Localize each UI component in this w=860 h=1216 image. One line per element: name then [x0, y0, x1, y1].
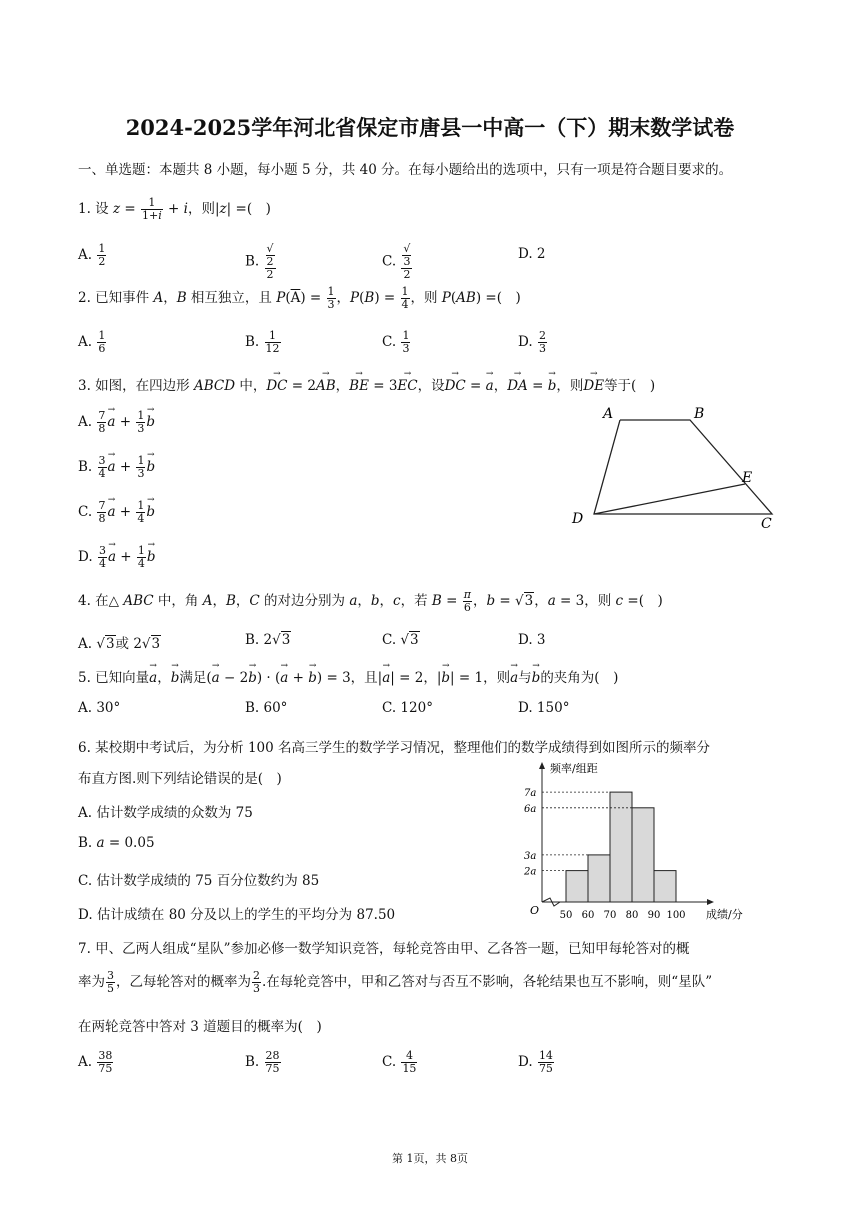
q1-option-d: D. 2	[518, 246, 546, 262]
x-axis-label: 成绩/分	[706, 908, 743, 921]
x-tick-label: 50	[559, 910, 573, 921]
q5-option-a: A. 30°	[78, 700, 121, 716]
question-4: 4. 在△ ABC 中，角 A，B，C 的对边分别为 a，b，c，若 B = $\frac{\pi}{6}$ ，b = √3，a = 3，则 c =( )	[78, 588, 663, 614]
question-6-line2: 布直方图.则下列结论错误的是( )	[78, 771, 282, 787]
origin-label: O	[530, 904, 540, 917]
x-tick-label: 90	[647, 910, 661, 921]
y-tick-label: 2a	[524, 866, 537, 878]
y-tick-label: 6a	[524, 803, 537, 815]
q2-option-a: A. $\frac{1}{6}$	[78, 329, 106, 355]
question-6-line1: 6. 某校期中考试后，为分析 100 名高三学生的数学学习情况，整理他们的数学成绩得到如图所示的频率分	[78, 740, 711, 756]
figure-label-b: B	[694, 406, 705, 422]
q5-option-b: B. 60°	[245, 700, 288, 716]
question-7-line1: 7. 甲、乙两人组成“星队”参加必修一数学知识竞答，每轮竞答由甲、乙各答一题，已知甲每轮答对的概	[78, 941, 690, 957]
q3-option-a: A. $\frac{7}{8}$ → a + $\frac{1}{3}$ → b	[78, 410, 155, 435]
q2-option-c: C. $\frac{1}{3}$	[382, 329, 410, 355]
q6-option-a: A. 估计数学成绩的众数为 75	[78, 805, 253, 821]
x-tick-label: 80	[625, 910, 639, 921]
q3-option-d: D. $\frac{3}{4}$ → a + $\frac{1}{4}$ → b	[78, 545, 156, 570]
frequency-histogram	[520, 758, 760, 928]
q7-option-b: B. $\frac{28}{75}$	[245, 1049, 280, 1075]
y-tick-label: 3a	[524, 850, 537, 862]
q1-option-b: B. √ 2 2	[245, 242, 274, 281]
figure-label-a: A	[603, 406, 614, 422]
histogram-bar	[632, 808, 654, 902]
q2-option-d: D. $\frac{2}{3}$	[518, 329, 546, 355]
figure-label-c: C	[761, 516, 772, 532]
q3-option-b: B. $\frac{3}{4}$ → a + $\frac{1}{3}$ → b	[78, 455, 155, 480]
histogram-bar	[566, 871, 588, 902]
q7-option-d: D. $\frac{14}{75}$	[518, 1049, 553, 1075]
question-5: 5. 已知向量→ a，→ b满足(→ a − 2→ b) · (→ a + → b) = 3，且|→ a| = 2，|→ b| = 1，则→ a与→ b的夹角为( )	[78, 666, 618, 686]
figure-label-d: D	[572, 511, 584, 527]
question-2: 2. 已知事件 A，B 相互独立，且 $P(\overline{A})$ = $\frac{1}{3}$ ，P(B) = $\frac{1}{4}$ ，则 P(AB) =( )	[78, 285, 521, 311]
x-tick-label: 60	[581, 910, 595, 921]
y-tick-label: 7a	[524, 788, 537, 800]
q7-option-c: C. $\frac{4}{15}$	[382, 1049, 417, 1075]
q4-option-a: A. √3或 2√3	[78, 636, 161, 652]
question-7-line2: 率为 $\frac{3}{5}$ ，乙每轮答对的概率为 $\frac{2}{3}$ .在每轮竞答中，甲和乙答对与否互不影响，各轮结果也互不影响，则“星队”	[78, 969, 713, 995]
q4-option-b: B. 2√3	[245, 632, 291, 648]
page-footer: 第 1页，共 8页	[392, 1152, 468, 1165]
q5-option-c: C. 120°	[382, 700, 433, 716]
quadrilateral-figure	[560, 400, 790, 535]
q2-option-b: B. $\frac{1}{12}$	[245, 329, 280, 355]
exam-title: 2024-2025学年河北省保定市唐县一中高一（下）期末数学试卷	[125, 115, 735, 140]
x-tick-label: 100	[666, 910, 686, 921]
question-3: 3. 如图，在四边形 ABCD 中，→ DC = 2→ AB，→ BE = 3→ EC，设→ DC = → a，→ DA = → b，则→ DE等于( )	[78, 374, 655, 394]
q7-option-a: A. $\frac{38}{75}$	[78, 1049, 113, 1075]
histogram-bar	[654, 871, 676, 902]
q3-option-c: C. $\frac{7}{8}$ → a + $\frac{1}{4}$ → b	[78, 500, 155, 525]
x-tick-label: 70	[603, 910, 617, 921]
q6-option-d: D. 估计成绩在 80 分及以上的学生的平均分为 87.50	[78, 907, 396, 923]
question-1: 1. 设 z = $\frac{1}{1+i}$ + i，则|z| =( )	[78, 196, 271, 222]
q4-option-d: D. 3	[518, 632, 546, 648]
question-7-line3: 在两轮竞答中答对 3 道题目的概率为( )	[78, 1019, 322, 1035]
q1-option-c: C. √ 3 2	[382, 242, 411, 281]
q1-option-a: A. $\frac{1}{2}$	[78, 242, 106, 268]
q5-option-d: D. 150°	[518, 700, 570, 716]
y-axis-label: 频率/组距	[550, 762, 598, 775]
histogram-bar	[610, 792, 632, 902]
histogram-bar	[588, 855, 610, 902]
q4-option-c: C. √3	[382, 632, 419, 648]
q6-option-b: B. a = 0.05	[78, 835, 155, 851]
figure-label-e: E	[742, 470, 753, 486]
q6-option-c: C. 估计数学成绩的 75 百分位数约为 85	[78, 873, 320, 889]
section-heading: 一、单选题：本题共 8 小题，每小题 5 分，共 40 分。在每小题给出的选项中，只有一项是符合题目要求的。	[78, 162, 733, 178]
